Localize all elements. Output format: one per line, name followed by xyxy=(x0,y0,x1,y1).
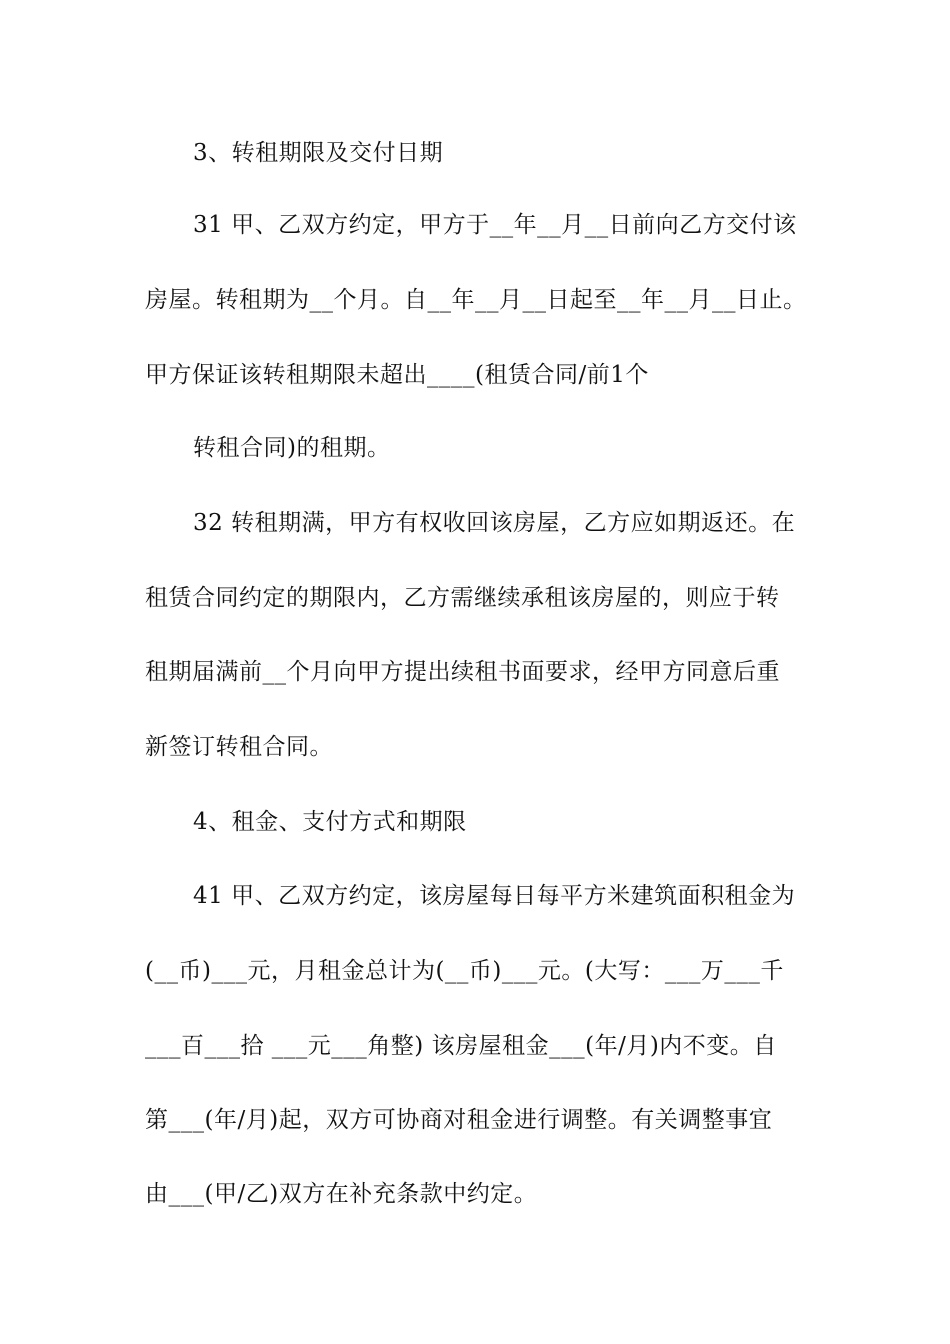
paragraph-line: 新签订转租合同。 xyxy=(145,734,333,760)
section-heading-4: 4、租金、支付方式和期限 xyxy=(193,809,467,835)
paragraph-line: 41 甲、乙双方约定，该房屋每日每平方米建筑面积租金为 xyxy=(193,883,796,909)
paragraph-line: (__币)___元，月租金总计为(__币)___元。(大写：___万___千 xyxy=(145,958,784,984)
paragraph-line: 转租合同)的租期。 xyxy=(193,435,391,461)
paragraph-line: 租期届满前__个月向甲方提出续租书面要求，经甲方同意后重 xyxy=(145,659,780,685)
paragraph-line: 由___(甲/乙)双方在补充条款中约定。 xyxy=(145,1181,538,1207)
paragraph-line: 租赁合同约定的期限内，乙方需继续承租该房屋的，则应于转 xyxy=(145,585,780,611)
section-heading-3: 3、转租期限及交付日期 xyxy=(193,140,444,166)
paragraph-line: 31 甲、乙双方约定，甲方于__年__月__日前向乙方交付该 xyxy=(193,212,797,238)
paragraph-line: 甲方保证该转租期限未超出____(租赁合同/前1个 xyxy=(145,362,649,388)
paragraph-line: 房屋。转租期为__个月。自__年__月__日起至__年__月__日止。 xyxy=(145,287,807,313)
paragraph-line: 32 转租期满，甲方有权收回该房屋，乙方应如期返还。在 xyxy=(193,510,796,536)
paragraph-line: 第___(年/月)起，双方可协商对租金进行调整。有关调整事宜 xyxy=(145,1107,773,1133)
paragraph-line: ___百___拾 ___元___角整) 该房屋租金___(年/月)内不变。自 xyxy=(145,1033,777,1059)
